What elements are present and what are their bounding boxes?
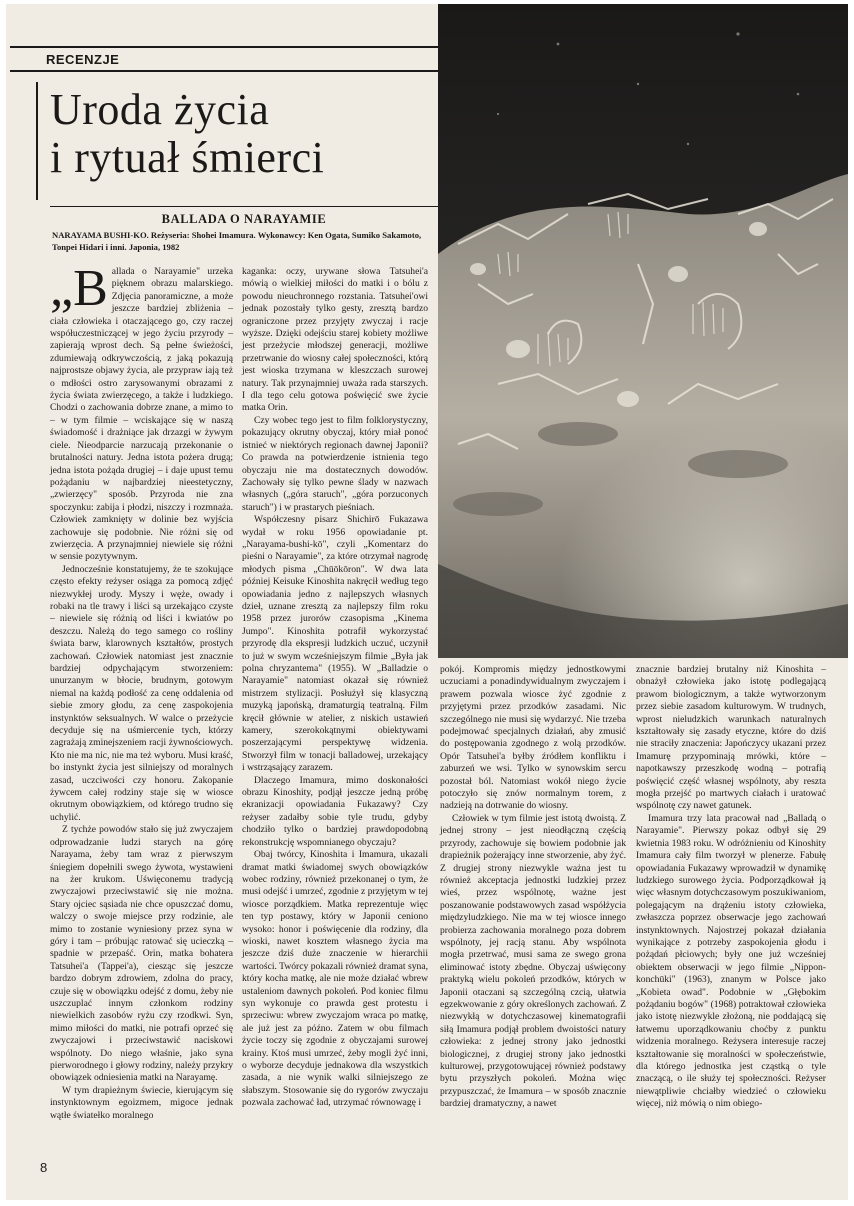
article-column-1 [50,260,233,1166]
drop-cap: „B [50,260,108,317]
paragraph: W tym drapieżnym świecie, kierującym się instynktownym egoizmem, migoce jednak wątłe światełko moralnego [50,1084,233,1121]
section-label: RECENZJE [46,51,120,67]
paragraph: Z tychże powodów stało się już zwyczajem odprowadzanie ludzi starych na górę Narayama, żeby tam wraz z pierwszym śniegiem dopełnili swego żywota, wystawieni na żer krukom. Uświęconemu tradycją zwyczajowi przeciwstawić się nie można. Stary ojciec sąsiada nie chce opuszczać domu, walczy o swoje miejsce przy rodzinie, ale mimo to zostanie wyniesiony przez syna w góry i tam – próbując ratować się ucieczką – spadnie w przepaść. Orin, matka bohatera Tatsuhei'a (Tappei'a), ciesząc się jeszcze bardzo dobrym zdrowiem, zdolna do pracy, czuje się w obowiązku odejść z domu, żeby nie uszczuplać innym członkom rodziny niewielkich zasobów ryżu czy rzodkwi. Syn, mimo miłości do matki, nie potrafi oprzeć się zwyczajowi i przeciwstawić naciskowi wspólnoty. Do niego właśnie, jako syna pierworodnego i głowy rodziny, należy przykry obowiązek odniesienia matki na Narayamę. [50,824,233,1084]
film-credits: NARAYAMA BUSHI-KO. Reżyseria: Shohei Imamura. Wykonawcy: Ken Ogata, Sumiko Sakamoto, Tonpei Hidari i inni. Japonia, 1982 [52,230,422,252]
article-headline [38,82,434,182]
paragraph: Dlaczego Imamura, mimo doskonałości obrazu Kinoshity, podjął jeszcze jedną próbę ekranizacji opowiadania Fukazawy? Czy reżyser zadałby sobie tyle trudu, gdyby chodziło tylko o bardziej prawdopodobną rekonstrukcję wspomnianego obyczaju? [242,774,428,848]
film-still-photo [438,4,848,658]
article-column-3 [440,664,626,1164]
paragraph: pokój. Kompromis między jednostkowymi uczuciami a ponadindywidualnym zwyczajem i prawem pozwala wiosce żyć zgodnie z przyjętymi przez przodków zasadami. Nic szczególnego nie musi się wydarzyć. Nie trzeba podejmować specjalnych działań, aby zmusić do postępowania zgodnego z wolą przodków. Opór Tatsuhei'a byłby źródłem konfliktu i zaburzeń we wsi. Tylko w synowskim sercu pozostał ból. Natomiast wokół niego życie potoczyło się znów normalnym torem, z nadzieją na dotrwanie do wiosny. [440,664,626,812]
page-number: 8 [40,1160,48,1175]
review-heading [50,206,438,253]
film-title: BALLADA O NARAYAMIE [161,212,327,226]
article-column-4 [636,664,826,1164]
paragraph: „Ballada o Narayamie" urzeka pięknem obrazu malarskiego. Zdjęcia panoramiczne, a może jeszcze bardziej zbliżenia – ciała człowieka i otaczającego go, czy raczej współuczestniczącej w jego życiu przyrody – zapierają wprost dech. Są pełne świeżości, zdumiewają odkrywczością, z jaką pokazują najprostsze objawy życia, ale przypraw iają też o mdłości ostro zarysowanymi obrazami z życia świata zwierzęcego, a także i ludzkiego. Chodzi o zachowania dobrze znane, a mimo to – w tym filmie – wciskające się w naszą świadomość i drażniące jak drzazgi w żywym ciele. Nieodparcie narzucają przekonanie o brutalności natury. Jedna istota pożera drugą; jedna istota pożąda drugiej – i daje upust temu pożądaniu w najbardziej nieestetyczny, „zwierzęcy" sposób. Przyroda nie zna spoczynku: zabija i płodzi, niszczy i rozmnaża. Człowiek zamknięty w dolinie bez wyjścia zachowuje się podobnie. Nie różni się od zwierzęcia. A przynajmniej niewiele się różni w sensie pozytywnym. [50,260,233,563]
paragraph: znacznie bardziej brutalny niż Kinoshita – obnażył człowieka jako istotę podlegającą prawom biologicznym, a także wytworzonym przez siebie zasadom kulturowym. W trudnych, wprost nieludzkich warunkach naturalnych kształtowały się zasady etyczne, które do dziś nie straciły znaczenia: Japończycy ukazani przez Imamurę przypominają mrówki, które – napotkawszy przeszkodę wodną – potrafią poświęcić część własnej wspólnoty, aby reszta mogła przejść po martwych ciałach i uratować wspólnotę czy nawet gatunek. [636,664,826,812]
paragraph: Współczesny pisarz Shichirō Fukazawa wydał w roku 1956 opowiadanie pt. „Narayama-bushi-kō", czyli „Komentarz do pieśni o Narayamie", za które otrzymał nagrodę młodych pisma „Chūōkōron". W dwa lata później Keisuke Kinoshita nakręcił według tego opowiadania jedno z najlepszych własnych dzieł, uznane zresztą za najlepszy film roku 1958 przez jurorów czasopisma „Kinema Jumpo". Kinoshita potrafił wykorzystać przyrodę dla ekspresji ludzkich uczuć, uczynił to już w swym wcześniejszym filmie „Była jak polna chryzantema" (1955). W „Balladzie o Narayamie" natomiast okazał się również mistrzem stylizacji. Posłużył się klasyczną muzyką japońską, dramaturgią teatralną. Film kręcił głównie w atelier, z niskich ustawień kamery, szerokokątnymi obiektywami poszerzającymi perspektywę widzenia. Stworzył film w tonacji balladowej, urzekający i wstrząsający zarazem. [242,514,428,774]
skeletons-on-slope-image [438,4,848,658]
headline-line-2: i rytuał śmierci [50,133,325,182]
paragraph: Czy wobec tego jest to film folklorystyczny, pokazujący okrutny obyczaj, który miał ponoć istnieć w niektórych regionach dawnej Japonii? Co prawda na potwierdzenie istnienia tego obyczaju nie ma dostatecznych dowodów. Zachowały się tylko pewne ślady w nazwach własnych („góra staruch", „góra porzuconych staruch") i w prastarych pieśniach. [242,414,428,513]
headline-line-1: Uroda życia [50,85,270,134]
paragraph: Jednocześnie konstatujemy, że te szokujące często efekty reżyser osiąga za pomocą zdjęć niezwykłej urody. Myszy i węże, owady i robaki na tle trawy i liści są urzekająco czyste – niewiele się różnią od liści i kwiatów po deszczu. Należą do tego samego co rośliny świata barw, klarownych kształtów, prostych zachowań. Człowiek natomiast jest znacznie bardziej odpychającym stworzeniem: unurzanym w błocie, brudnym, gotowym niemal na każdą podłość za cenę oddalenia od siebie zmory głodu, za cenę zaspokojenia instynktów seksualnych. W walce o przeżycie decyduje się na uśmiercenie tych, którzy zagrażają zminejszeniem racji żywnościowych. Kto nie ma nic, nie ma też wyboru. Musi kraść, bo instynkt życia jest silniejszy od moralnych zasad, uczciwości czy honoru. Zakopanie żywcem całej rodziny staje się w wiosce okrutnym obowiązkiem, od którego trudno się uchylić. [50,563,233,823]
section-header-bar [10,46,438,72]
headline-block [36,82,434,200]
paragraph: Obaj twórcy, Kinoshita i Imamura, ukazali dramat matki świadomej swych obowiązków wobec rodziny, również przekonanej o tym, że musi odejść i umrzeć, zgodnie z przyjętym w tej wiosce porządkiem. Matka reprezentuje więc ten typ postawy, który w Japonii ceniono wysoko: honor i poświęcenie dla rodziny, dla wioski, nawet kosztem własnego życia ma jeszcze dziś duże znaczenie w hierarchii wartości. Twórcy pokazali również dramat syna, który kocha matkę, ale nie może działać wbrew ustaleniom dawnych pokoleń. Pod koniec filmu syn wykonuje co prawda gest protestu i sprzeciwu: wbrew zwyczajom wraca po matkę, ale już jest za późno. Zatem w obu filmach życie toczy się zgodnie z obyczajami surowej krainy. Ktoś musi umrzeć, żeby mogli żyć inni, o wyborze decyduje jednakowa dla wszystkich zasada, a nie wynik walki silniejszego ze słabszym. Stosowanie się do rygorów zwyczaju pozwala zachować ład, utrzymać równowagę i [242,849,428,1109]
magazine-page [6,4,848,1200]
paragraph: Człowiek w tym filmie jest istotą dwoistą. Z jednej strony – jest nieodłączną częścią przyrody, zachowuje się bowiem podobnie jak drapieżnik pożerający inne stworzenie, aby żyć. Z drugiej strony niezwykle ważna jest tu również akceptacja jednostki ludzkiej przez wieś, przez wspólnotę, ważne jest poszanowanie podstawowych zasad współżycia międzyludzkiego. Nie ma w tej wiosce innego probierza zachowania moralnego poza dobrem wspólnoty, jej racją stanu. Aby wspólnota mogła przetrwać, musi sama ze swego grona eliminować istoty zbędne. Obyczaj uświęcony praktyką wielu pokoleń przodków, których w Japonii otaczani są szczególną czcią, ułatwia egzekwowanie z góry określonych zachowań. Z niezwykłą w dotychczasowej kinematografii siłą Imamura podjął problem dwoistości natury człowieka: z jednej strony jako jednostki biologicznej, z drugiej strony jako jednostki kulturowej, przygotowującej również podstawy bytu przyszłych pokoleń. Można więc przypuszczać, że Imamura – w sposób znacznie bardziej dramatyczny, a nawet [440,812,626,1110]
paragraph: kaganka: oczy, urywane słowa Tatsuhei'a mówią o wielkiej miłości do matki i o bólu z powodu nieuchronnego rozstania. Tatsuhei'owi jednak pozostały tylko gesty, zresztą bardzo ograniczone przez przyjęty zwyczaj i racje wyższe. Dzięki odejściu starej kobiety możliwe jest przeżycie młodszej generacji, możliwe przetrwanie do wiosny całej społeczności, którą jest wioska trzymana w kleszczach surowej natury. Tak przynajmniej uważa rada starszych. I dla tego celu gotowa poświęcić swe życie matka Orin. [242,266,428,414]
paragraph: Imamura trzy lata pracował nad „Balladą o Narayamie". Pierwszy pokaz odbył się 29 kwietnia 1983 roku. W odróżnieniu od Kinoshity Imamura cały film tworzył w plenerze. Fabułę opowiadania Fukazawy wprowadził w dynamikę ludzkiego surowego życia. Podporządkował ją więc własnym dotychczasowym poszukiwaniom, polegającym na drążeniu istoty człowieka, zwłaszcza poprzez obserwacje jego zachowań instynktownych. Najostrzej pokazał działania wynikające z potrzeby zaspokojenia głodu i pożądań płciowych; były one już wcześniej obiektem obserwacji w jego filmie „Nippon-konchūki" (1963), znanym w Polsce jako „Kobieta owad". Podobnie w „Głębokim pożądaniu bogów" (1968) potraktował człowieka jako istotę niezwykle złożoną, nie poddającą się łatwemu uporządkowaniu choćby z punktu widzenia moralnego. Reżysera interesuje raczej kształtowanie się moralności w społeczeństwie, dla którego jednostka jest cząstką o tyle znaczącą, o ile służy tej społeczności. Reżyser niewątpliwie chciałby wiedzieć o człowieku więcej, niż mówią o nim obiego- [636,812,826,1110]
article-column-2 [242,266,428,1166]
